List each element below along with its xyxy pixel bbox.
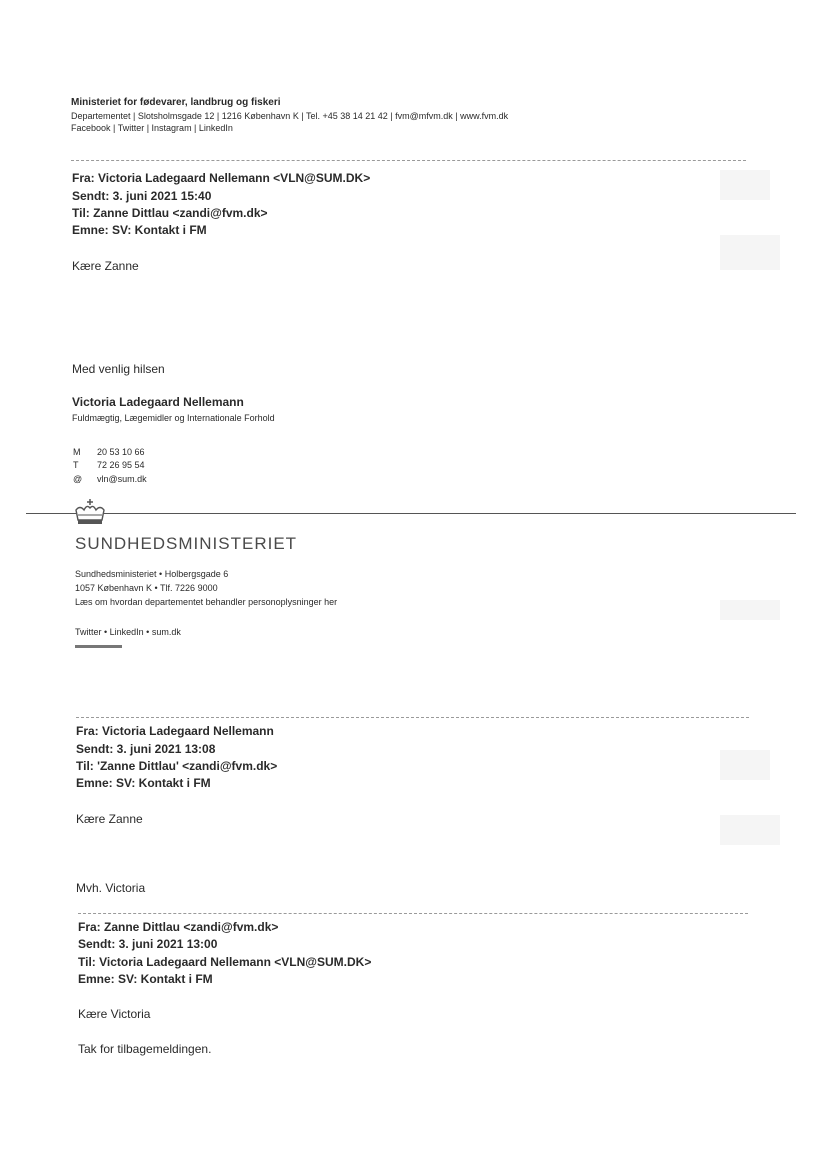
contact-email-label: @: [73, 474, 83, 484]
link-underline-bar: [75, 645, 122, 648]
contact-email-value: vln@sum.dk: [97, 474, 147, 484]
privacy-link[interactable]: Læs om hvordan departementet behandler personoplysninger her: [75, 597, 338, 607]
email2-to: Til: 'Zanne Dittlau' <zandi@fvm.dk>: [76, 759, 278, 773]
email3-sent: Sendt: 3. juni 2021 13:00: [78, 937, 218, 951]
email1-from: Fra: Victoria Ladegaard Nellemann <VLN@SUM.DK>: [72, 171, 371, 185]
logo-rule: [26, 513, 796, 514]
header-address: Departementet | Slotsholmsgade 12 | 1216 København K | Tel. +45 38 14 21 42 | fvm@mfvm.dk | www.fvm.dk: [71, 111, 509, 121]
email2-sent: Sendt: 3. juni 2021 13:08: [76, 742, 216, 756]
email3-greeting: Kære Victoria: [78, 1007, 151, 1021]
email1-sent: Sendt: 3. juni 2021 15:40: [72, 189, 212, 203]
divider: [76, 717, 749, 718]
signature-title: Fuldmægtig, Lægemidler og Internationale Forhold: [72, 413, 275, 423]
scan-artifact: [720, 750, 770, 780]
crown-icon: [72, 498, 108, 528]
scan-artifact: [720, 600, 780, 620]
scan-artifact: [720, 170, 770, 200]
scan-artifact: [720, 235, 780, 270]
social-links[interactable]: Twitter • LinkedIn • sum.dk: [75, 627, 181, 637]
email1-greeting: Kære Zanne: [72, 259, 139, 273]
ministry-address-1: Sundhedsministeriet • Holbergsgade 6: [75, 569, 229, 579]
email3-body: Tak for tilbagemeldingen.: [78, 1042, 212, 1056]
divider: [71, 160, 746, 161]
ministry-logo-text: SUNDHEDSMINISTERIET: [75, 534, 298, 553]
divider: [78, 913, 748, 914]
email3-from: Fra: Zanne Dittlau <zandi@fvm.dk>: [78, 920, 279, 934]
email1-closing: Med venlig hilsen: [72, 362, 165, 376]
email2-greeting: Kære Zanne: [76, 812, 143, 826]
email3-subject: Emne: SV: Kontakt i FM: [78, 972, 213, 986]
header-social: Facebook | Twitter | Instagram | LinkedIn: [71, 123, 233, 133]
contact-phone-label: T: [73, 460, 79, 470]
email2-closing: Mvh. Victoria: [76, 881, 146, 895]
ministry-address-2: 1057 København K • Tlf. 7226 9000: [75, 583, 218, 593]
email3-to: Til: Victoria Ladegaard Nellemann <VLN@SUM.DK>: [78, 955, 372, 969]
contact-mobile-value: 20 53 10 66: [97, 447, 145, 457]
email2-subject: Emne: SV: Kontakt i FM: [76, 776, 211, 790]
email1-subject: Emne: SV: Kontakt i FM: [72, 223, 207, 237]
signature-name: Victoria Ladegaard Nellemann: [72, 395, 244, 409]
scan-artifact: [720, 815, 780, 845]
header-org: Ministeriet for fødevarer, landbrug og fiskeri: [71, 97, 281, 108]
email1-to: Til: Zanne Dittlau <zandi@fvm.dk>: [72, 206, 268, 220]
contact-mobile-label: M: [73, 447, 81, 457]
email2-from: Fra: Victoria Ladegaard Nellemann: [76, 724, 274, 738]
contact-phone-value: 72 26 95 54: [97, 460, 145, 470]
